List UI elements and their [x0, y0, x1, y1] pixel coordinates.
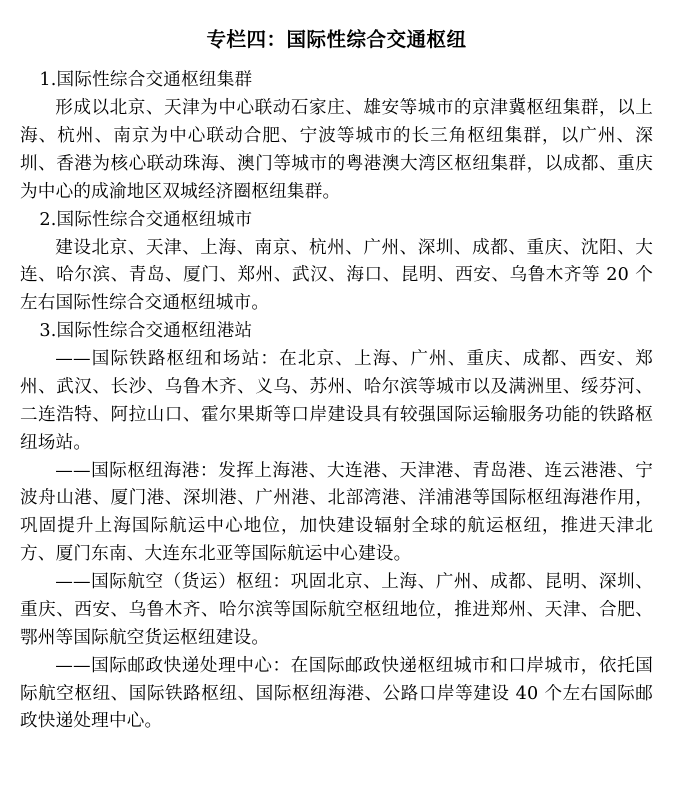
section-item-seaport-hub: ——国际枢纽海港：发挥上海港、大连港、天津港、青岛港、连云港港、宁波舟山港、厦门港、深圳港、广州港、北部湾港、洋浦港等国际枢纽海港作用，巩固提升上海国际航运中心地位，加快建设辐射全球的航运枢纽，推进天津北方、厦门东南、大连东北亚等国际航运中心建设。	[20, 460, 653, 565]
section-item-aviation-hub: ——国际航空（货运）枢纽：巩固北京、上海、广州、成都、昆明、深圳、重庆、西安、乌鲁木齐、哈尔滨等国际航空枢纽地位，推进郑州、天津、合肥、鄂州等国际航空货运枢纽建设。	[20, 572, 653, 648]
section-body-2: 建设北京、天津、上海、南京、杭州、广州、深圳、成都、重庆、沈阳、大连、哈尔滨、青岛、厦门、郑州、武汉、海口、昆明、西安、乌鲁木齐等 20 个左右国际性综合交通枢纽城市。	[20, 237, 653, 314]
section-item-postal-hub: ——国际邮政快递处理中心：在国际邮政快递枢纽城市和口岸城市，依托国际航空枢纽、国际铁路枢纽、国际枢纽海港、公路口岸等建设 40 个左右国际邮政快递处理中心。	[20, 655, 653, 732]
page-title: 专栏四：国际性综合交通枢纽	[206, 28, 467, 51]
section-body-1: 形成以北京、天津为中心联动石家庄、雄安等城市的京津冀枢纽集群，以上海、杭州、南京为中心联动合肥、宁波等城市的长三角枢纽集群，以广州、深圳、香港为核心联动珠海、澳门等城市的粤港澳大湾区枢纽集群，以成都、重庆为中心的成渝地区双城经济圈枢纽集群。	[20, 98, 653, 202]
section-heading-3: 3.国际性综合交通枢纽港站	[39, 321, 253, 342]
section-item-rail-hub: ——国际铁路枢纽和场站：在北京、上海、广州、重庆、成都、西安、郑州、武汉、长沙、乌鲁木齐、义乌、苏州、哈尔滨等城市以及满洲里、绥芬河、二连浩特、阿拉山口、霍尔果斯等口岸建设具有较强国际运输服务功能的铁路枢纽场站。	[20, 349, 653, 453]
section-heading-2: 2.国际性综合交通枢纽城市	[39, 209, 253, 230]
section-heading-1: 1.国际性综合交通枢纽集群	[39, 70, 253, 91]
